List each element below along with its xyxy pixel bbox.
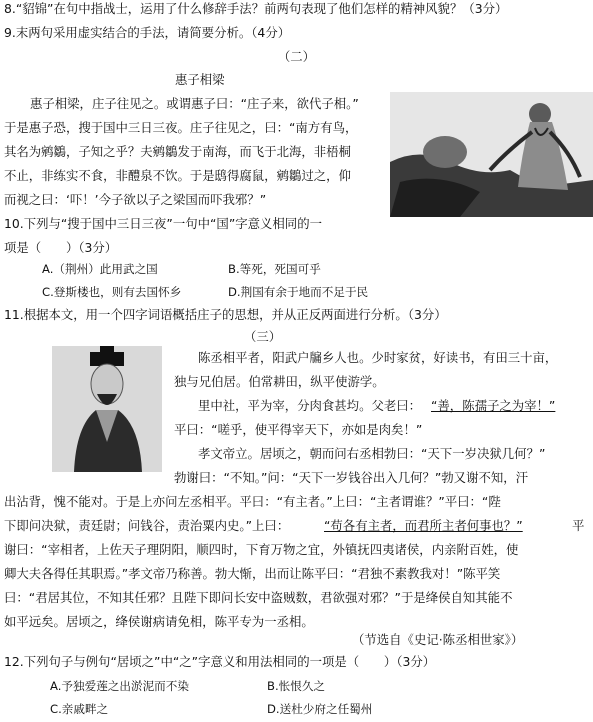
question-10-line-1: 10.下列与“搜于国中三日三夜”一句中“国”字意义相同的一 <box>4 216 322 231</box>
q12-option-d[interactable]: D.送杜少府之任蜀州 <box>267 702 373 716</box>
passage-2-line-2: 于是惠子恐，搜于国中三日三夜。庄子往见之，曰：“南方有鸟， <box>4 120 358 135</box>
passage-3-source: （节选自《史记·陈丞相世家》） <box>352 632 524 647</box>
passage-3-line-7: 出沾背，愧不能对。于是上亦问左丞相平。平曰：“有主者。”上曰：“主者谓谁？”平曰：“陛 <box>4 494 501 509</box>
passage-3-line-9: 谢曰：“宰相者，上佐天子理阴阳，顺四时，下育万物之宜，外镇抚四夷诸侯，内亲附百姓，使 <box>4 542 519 557</box>
chen-ping-portrait <box>52 346 162 472</box>
zhuangzi-ink-painting <box>390 92 593 217</box>
passage-3-line-8b: “苟各有主者，而君所主者何事也？” <box>324 518 523 533</box>
passage-3-line-5: 孝文帝立。居顷之，朝而问右丞相勃曰：“天下一岁决狱几何？” <box>198 446 546 461</box>
q12-option-c[interactable]: C.亲戚畔之 <box>50 702 109 716</box>
q10-option-d[interactable]: D.荆国有余于地而不足于民 <box>228 285 369 299</box>
passage-3-line-11: 曰：“君居其位，不知其任邪？且陛下即问长安中盗贼数，君欲强对邪？”于是绛侯自知其能不 <box>4 590 513 605</box>
question-12: 12.下列句子与例句“居顷之”中“之”字意义和用法相同的一项是（ ）（3分） <box>4 654 436 669</box>
q10-option-b[interactable]: B.等死，死国可乎 <box>228 262 321 276</box>
passage-3-line-6: 勃谢曰：“不知。”问：“天下一岁钱谷出入几何？”勃又谢不知，汗 <box>174 470 529 485</box>
passage-3-line-10: 卿大夫各得任其职焉。”孝文帝乃称善。勃大惭，出而让陈平曰：“君独不素教我对！”陈平笑 <box>4 566 501 581</box>
passage-3-line-12: 如平远矣。居顷之，绛侯谢病请免相，陈平专为一丞相。 <box>4 614 314 629</box>
passage-3-line-3b: “善，陈孺子之为宰！” <box>431 398 556 413</box>
passage-3-line-4: 平曰：“嗟乎，使平得宰天下，亦如是肉矣！” <box>174 422 423 437</box>
section-3-heading: （三） <box>244 329 282 344</box>
q12-option-a[interactable]: A.予独爱莲之出淤泥而不染 <box>50 679 189 693</box>
question-10-line-2: 项是（ ）（3分） <box>4 240 118 255</box>
passage-2-line-3: 其名为鹓鶵，子知之乎？夫鹓鶵发于南海，而飞于北海，非梧桐 <box>4 144 351 159</box>
passage-2-line-1: 惠子相梁，庄子往见之。或谓惠子曰：“庄子来，欲代子相。” <box>30 96 359 111</box>
passage-3-line-3a: 里中社，平为宰，分肉食甚均。父老曰： <box>198 398 422 413</box>
passage-2-title: 惠子相梁 <box>175 72 225 87</box>
passage-3-line-1: 陈丞相平者，阳武户牖乡人也。少时家贫，好读书，有田三十亩， <box>198 350 558 365</box>
passage-2-line-4: 不止，非练实不食，非醴泉不饮。于是鸱得腐鼠，鹓鶵过之，仰 <box>4 168 351 183</box>
section-2-heading: （二） <box>277 49 316 64</box>
q12-option-b[interactable]: B.怅恨久之 <box>267 679 326 693</box>
passage-2-line-5: 而视之曰：‘吓！’今子欲以子之梁国而吓我邪？” <box>4 192 267 207</box>
q10-option-a[interactable]: A.（荆州）此用武之国 <box>42 262 158 276</box>
question-9: 9.末两句采用虚实结合的手法，请简要分析。（4分） <box>4 25 291 40</box>
passage-3-line-8a: 下即问决狱，责廷尉；问钱谷，责治粟内史。”上曰： <box>4 518 290 533</box>
question-11: 11.根据本文，用一个四字词语概括庄子的思想，并从正反两面进行分析。（3分） <box>4 307 447 322</box>
question-8: 8.“貂锦”在句中指战士，运用了什么修辞手法？前两句表现了他们怎样的精神风貌？（3分） <box>4 1 508 16</box>
passage-3-line-8c: 平 <box>572 518 585 533</box>
passage-3-line-2: 独与兄伯居。伯常耕田，纵平使游学。 <box>174 374 385 389</box>
q10-option-c[interactable]: C.登斯楼也，则有去国怀乡 <box>42 285 182 299</box>
